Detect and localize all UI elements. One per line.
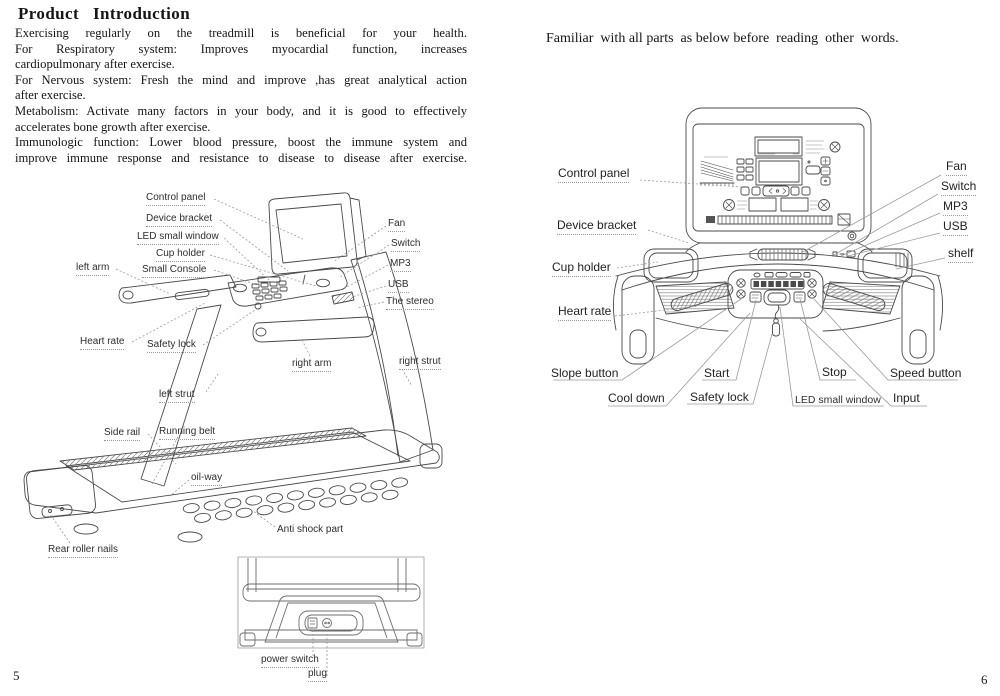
intro-line: improve immune response and resistance to disease to disease after exercise. bbox=[15, 150, 467, 165]
label-switch-rear: Switch bbox=[941, 180, 976, 196]
label-input: Input bbox=[893, 391, 920, 405]
right-page-heading: Familiar with all parts as below before reading other words. bbox=[546, 31, 899, 46]
label-left-arm: left arm bbox=[76, 262, 109, 276]
label-device-bracket: Device bracket bbox=[146, 213, 212, 227]
left-diagram-leader-lines bbox=[50, 199, 412, 543]
label-cup-holder-rear: Cup holder bbox=[552, 261, 611, 277]
label-slope-button: Slope button bbox=[551, 366, 619, 380]
page-number-left: 5 bbox=[13, 668, 20, 683]
label-speed-button: Speed button bbox=[890, 366, 962, 380]
intro-line: after exercise. bbox=[15, 88, 86, 103]
intro-line: For Respiratory system: Improves myocardial function, increases bbox=[15, 41, 467, 56]
label-heart-rate: Heart rate bbox=[80, 336, 124, 350]
intro-line: accelerates bone growth after exercise. bbox=[15, 119, 211, 134]
label-right-arm: right arm bbox=[292, 358, 331, 372]
intro-line: Exercising regularly on the treadmill is beneficial for your health. bbox=[15, 26, 467, 40]
label-usb-rear: USB bbox=[943, 220, 968, 236]
label-mp3-rear: MP3 bbox=[943, 200, 968, 216]
treadmill-rear-diagram bbox=[613, 108, 942, 364]
label-shelf: shelf bbox=[948, 247, 973, 263]
label-oil-way: oil-way bbox=[191, 472, 222, 486]
label-rear-roller-nails: Rear roller nails bbox=[48, 544, 118, 558]
label-side-rail: Side rail bbox=[104, 427, 140, 441]
label-power-switch: power switch bbox=[261, 654, 319, 668]
label-device-bracket-rear: Device bracket bbox=[557, 219, 636, 235]
label-usb: USB bbox=[388, 279, 409, 293]
treadmill-side-diagram bbox=[24, 193, 442, 542]
intro-line: Immunologic function: Lower blood pressure, boost the immune system and bbox=[15, 135, 467, 150]
label-heart-rate-rear: Heart rate bbox=[558, 305, 611, 321]
label-left-strut: left strut bbox=[159, 389, 195, 403]
intro-line: Metabolism: Activate many factors in your body, and it is good to effectively bbox=[15, 103, 467, 118]
label-fan: Fan bbox=[388, 218, 405, 232]
label-small-console: Small Console bbox=[142, 264, 206, 278]
label-safety-lock-rear: Safety lock bbox=[690, 390, 749, 404]
label-mp3: MP3 bbox=[390, 258, 411, 272]
label-cool-down: Cool down bbox=[608, 391, 665, 405]
label-control-panel: Control panel bbox=[146, 192, 205, 206]
label-stop: Stop bbox=[822, 365, 847, 379]
label-the-stereo: The stereo bbox=[386, 296, 434, 310]
label-control-panel-rear: Control panel bbox=[558, 167, 629, 183]
label-start: Start bbox=[704, 366, 730, 380]
label-right-strut: right strut bbox=[399, 356, 441, 370]
intro-paragraph bbox=[15, 26, 467, 166]
page-number-right: 6 bbox=[981, 672, 988, 687]
label-anti-shock-part: Anti shock part bbox=[277, 524, 344, 535]
label-plug: plug bbox=[308, 668, 327, 682]
label-led-small-window: LED small window bbox=[137, 231, 219, 245]
label-switch: Switch bbox=[391, 238, 420, 252]
label-cup-holder: Cup holder bbox=[156, 248, 205, 262]
label-running-belt: Running belt bbox=[159, 426, 215, 440]
page-title: Product Introduction bbox=[18, 4, 191, 23]
intro-line: cardiopulmonary after exercise. bbox=[15, 57, 175, 72]
label-led-small-window-rear: LED small window bbox=[795, 394, 881, 406]
label-safety-lock: Safety lock bbox=[147, 339, 196, 353]
intro-line: For Nervous system: Fresh the mind and improve ,has great analytical action bbox=[15, 72, 467, 87]
label-fan-rear: Fan bbox=[946, 160, 967, 176]
